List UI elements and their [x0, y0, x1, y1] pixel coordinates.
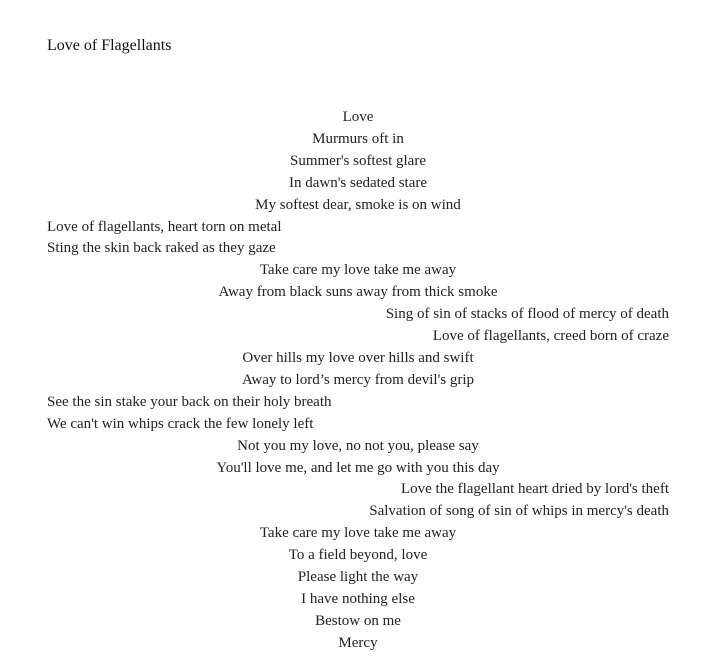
poem-line: You'll love me, and let me go with you this day — [216, 459, 500, 476]
poem-line: We can't win whips crack the few lonely left — [47, 415, 314, 432]
poem-line: Away to lord’s mercy from devil's grip — [241, 371, 475, 388]
poem-line: I have nothing else — [301, 590, 415, 607]
poem-line: See the sin stake your back on their holy breath — [47, 393, 332, 410]
poem-line: Bestow on me — [315, 612, 401, 629]
poem-line: Not you my love, no not you, please say — [237, 437, 479, 454]
poem-line: Mercy — [338, 634, 378, 651]
poem-line: Take care my love take me away — [259, 262, 457, 279]
poem-line: Love — [342, 109, 374, 125]
poem-line: Sting the skin back raked as they gaze — [47, 240, 276, 257]
poem-title: Love of Flagellants — [47, 37, 172, 54]
poem-line: Away from black suns away from thick smoke — [218, 284, 498, 301]
poem-line: Love of flagellants, heart torn on metal — [47, 218, 282, 235]
poem-line: Love of flagellants, creed born of craze — [432, 328, 669, 345]
poem-line: Please light the way — [297, 569, 419, 586]
poem-line: In dawn's sedated stare — [288, 174, 428, 191]
document-page — [47, 36, 669, 655]
poem-line: Sing of sin of stacks of flood of mercy of death — [385, 306, 669, 323]
poem-line: My softest dear, smoke is on wind — [255, 196, 461, 213]
poem-line: Murmurs oft in — [312, 130, 404, 147]
poem-line: To a field beyond, love — [288, 547, 428, 564]
poem-line: Take care my love take me away — [259, 525, 457, 542]
poem-body — [47, 107, 669, 655]
poem-line: Summer's softest glare — [289, 152, 426, 169]
poem-line: Love the flagellant heart dried by lord's theft — [400, 481, 669, 498]
poem-line: Salvation of song of sin of whips in mercy's death — [369, 503, 669, 520]
poem-line: Over hills my love over hills and swift — [242, 349, 474, 366]
